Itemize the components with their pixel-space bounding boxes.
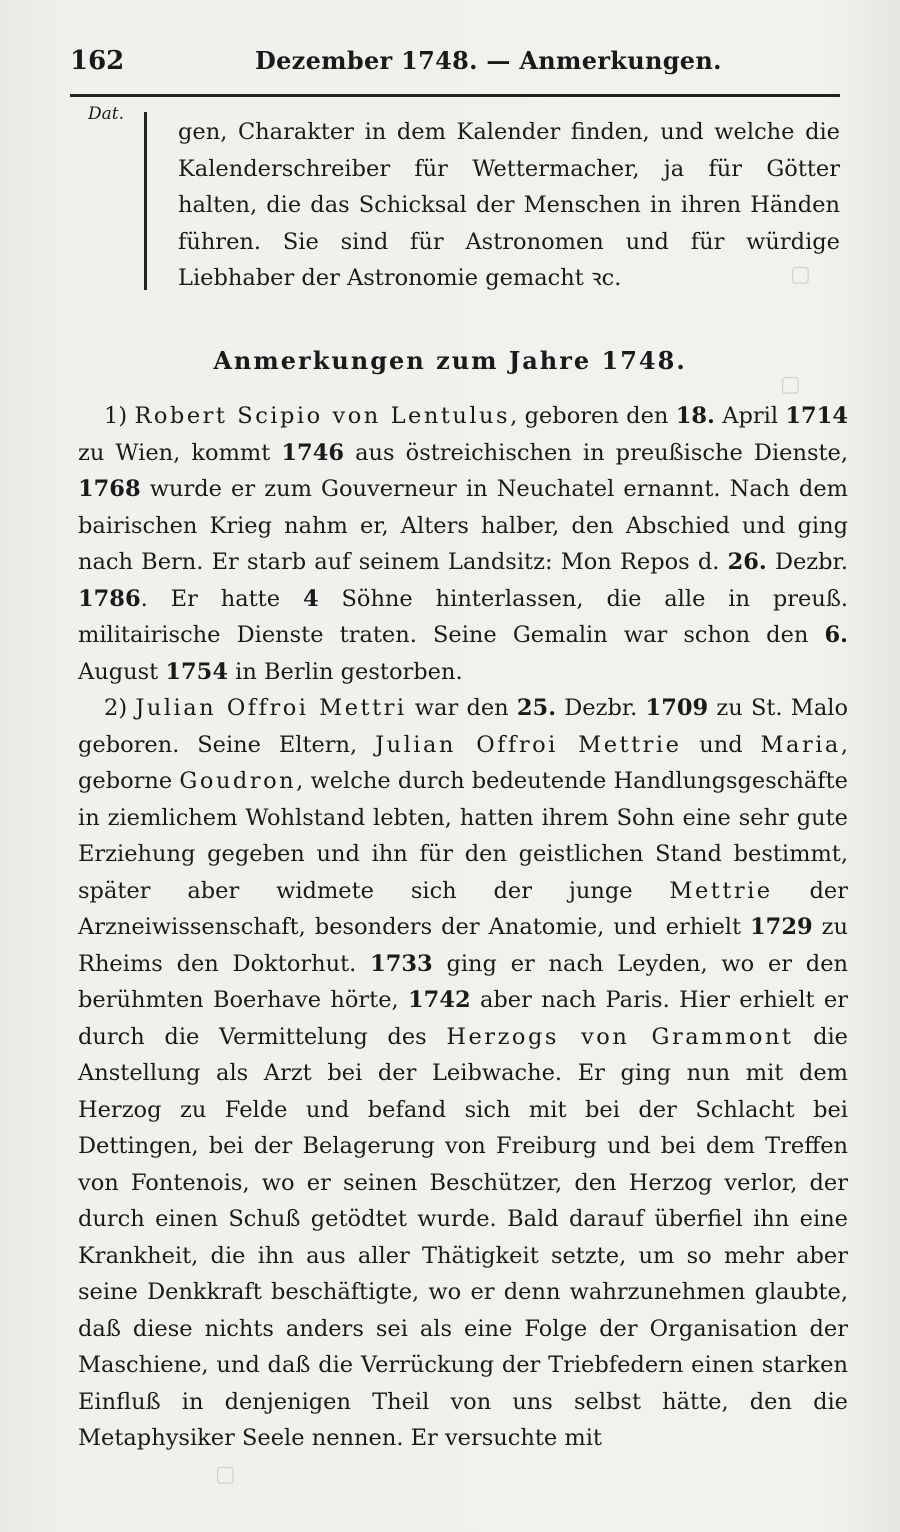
note-1 (78, 398, 848, 690)
year-value: 1733 (370, 950, 433, 977)
note-text: und (681, 731, 761, 758)
margin-rule (144, 112, 147, 290)
note-text: die Anstellung als Arzt bei der Leibwache. Er ging nun mit dem Herzog zu Felde und befand sich mit bei der Schlacht bei Dettingen, bei der Belagerung von Freiburg und bei dem Treffen von Fontenois, wo er seinen Beschützer, den Herzog verlor, der durch einen Schuß getödtet wurde. Bald darauf überfiel ihn eine Krankheit, die ihn aus aller Thätigkeit setzte, um so mehr aber seine Denkkraft beschäftigte, wo er denn wahrzunehmen glaubte, daß diese nichts anders sei als eine Folge der Organisation der Maschiene, und daß die Verrückung der Triebfedern einen starken Einfluß in denjenigen Theil von uns selbst hätte, den die Metaphysiker Seele nennen. Er versuchte mit (78, 1023, 848, 1451)
note-text: April (714, 403, 786, 429)
note-text: wurde er zum Gouverneur in Neuchatel ernannt. Nach dem bairischen Krieg nahm er, Alters halber, den Abschied und ging nach Bern. Er starb auf seinem Landsitz: Mon Repos d. (78, 476, 848, 575)
year-value: 1746 (281, 439, 345, 466)
year-value: 1786 (78, 585, 141, 612)
person-name: Goudron (179, 768, 297, 794)
person-name: Julian Offroi Mettrie (375, 731, 682, 758)
section-title: Anmerkungen zum Jahre 1748. (213, 346, 687, 375)
notes-body (78, 398, 848, 1457)
date-value: 6. (824, 622, 848, 648)
year-value: 1768 (78, 476, 141, 502)
bleed-through-mark: ▢ (790, 262, 811, 287)
note-text: , welche durch bedeutende Handlungsgeschäfte in ziemlichem Wohlstand lebten, hatten ihrem Sohn eine sehr gute Erziehung gegeben und ihn für den geistlichen Stand bestimmt, später aber widmete sich der junge (78, 768, 848, 904)
note-text: war den (406, 695, 517, 721)
date-value: 18. (675, 403, 715, 429)
year-value: 1729 (750, 914, 813, 940)
note-text: . Er hatte (140, 585, 303, 612)
note-text: Dezbr. (766, 549, 848, 575)
note-text: Söhne hinterlassen, die alle in preuß. militairische Dienste traten. Seine Gemalin war schon den (78, 585, 849, 648)
note-text: zu St. Malo geboren. Seine Eltern, (78, 695, 848, 758)
note-text: der Arzneiwissenschaft, besonders der Anatomie, und erhielt (78, 877, 848, 940)
note-number: 2) (104, 695, 128, 721)
note-2 (78, 690, 848, 1457)
person-name: Maria (760, 731, 841, 758)
bleed-through-mark: ▢ (215, 1462, 236, 1487)
running-title: Dezember 1748. — Anmerkungen. (255, 46, 722, 75)
continuation-paragraph: gen, Charakter in dem Kalender finden, und welche die Kalenderschreiber für Wettermacher, ja für Götter halten, die das Schicksal der Menschen in ihren Händen führen. Sie sind für Astronomen und für würdige Liebhaber der Astronomie gemacht ꝛc. (178, 119, 840, 291)
person-name: Robert Scipio von Lentulus (134, 403, 511, 429)
note-text: in Berlin gestorben. (228, 658, 463, 685)
year-value: 1742 (408, 987, 471, 1013)
count-value: 4 (302, 585, 319, 612)
note-text: ging er nach Leyden, wo er den berühmten Boerhave hörte, (78, 950, 848, 1013)
note-text: Dezbr. (556, 695, 646, 721)
note-number: 1) (104, 403, 128, 429)
note-text: zu Rheims den Doktorhut. (78, 914, 849, 977)
person-name: Mettrie (669, 877, 773, 904)
note-text: aber nach Paris. Hier erhielt er durch die Vermittelung des (78, 987, 849, 1050)
person-name: Herzogs von Grammont (446, 1023, 794, 1050)
header-rule (70, 94, 840, 97)
note-text: , geboren den (510, 403, 676, 429)
year-value: 1709 (645, 695, 709, 721)
running-header (70, 40, 840, 80)
note-text: , geborne (78, 731, 848, 794)
year-value: 1754 (165, 658, 228, 685)
person-name: Julian Offroi Mettri (135, 695, 407, 721)
page-number: 162 (70, 46, 125, 76)
note-text: aus östreichischen in preußische Dienste, (344, 439, 848, 466)
bleed-through-mark: ▢ (780, 372, 801, 397)
year-value: 1714 (785, 403, 848, 429)
margin-label: Dat. (88, 104, 125, 124)
date-value: 25. (516, 695, 557, 721)
note-text: zu Wien, kommt (78, 439, 282, 466)
note-text: August (78, 658, 166, 685)
date-value: 26. (727, 549, 767, 575)
